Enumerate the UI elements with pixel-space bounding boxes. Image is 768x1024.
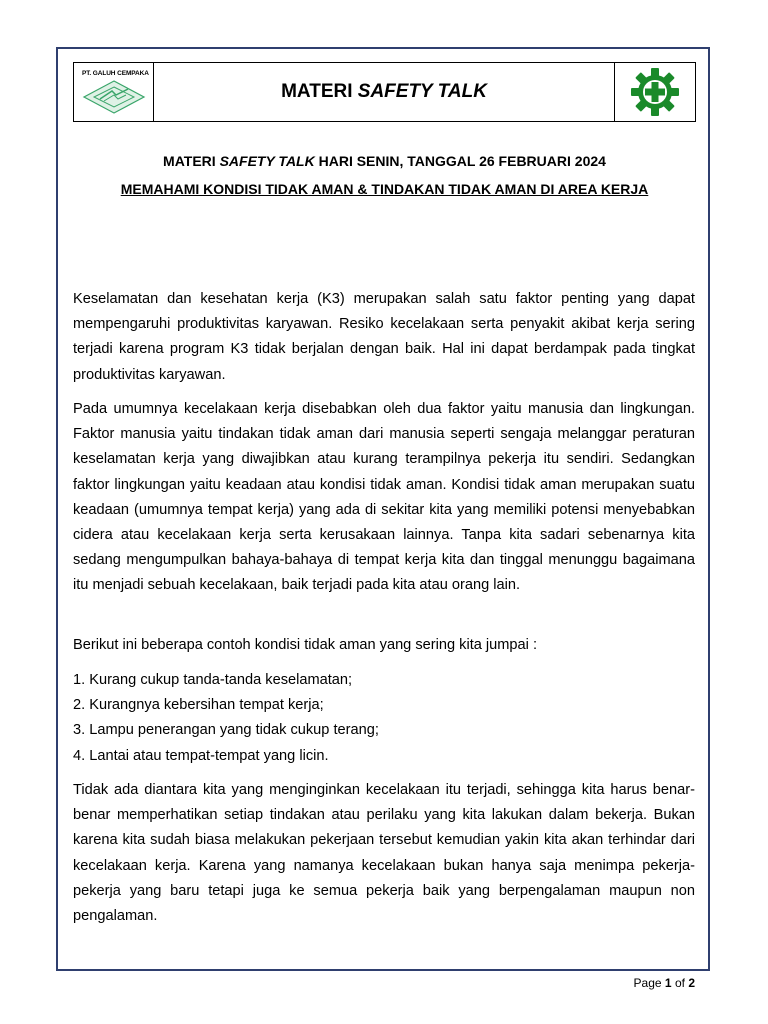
doc-title-italic: SAFETY TALK [219, 153, 315, 169]
paragraph-text: Pada umumnya kecelakaan kerja disebabkan oleh dua faktor yaitu manusia dan lingkungan. Faktor manusia yaitu tindakan tidak aman dari manusia seperti sengaja melanggar peraturan keselamatan kerja yang diwajibkan atau kurang terampilnya pekerja itu sendiri. Sedangkan faktor lingkungan yaitu keadaan atau kondisi tidak aman. Kondisi tidak aman merupakan suatu keadaan (umumnya tempat kerja) yang ada di sekitar kita yang memiliki potensi menyebabkan cidera atau kecelakaan kerja serta kerusakaan lainnya. Tanpa kita sadari sebenarnya kita sedang mengumpulkan bahaya-bahaya di tempat kerja kita dan tinggal menunggu bagaimana itu menjadi sebuah kecelakaan, baik terjadi pada kita atau orang lain. [73, 401, 695, 594]
paragraph-3 [73, 633, 695, 658]
paragraph-4 [73, 778, 695, 929]
page-current: 1 [664, 976, 672, 990]
k3-logo-cell [615, 63, 695, 121]
page-total: 2 [688, 976, 695, 990]
header-title-italic: SAFETY TALK [357, 81, 487, 102]
doc-subject-title: MEMAHAMI KONDISI TIDAK AMAN & TINDAKAN TIDAK AMAN DI AREA KERJA [120, 181, 649, 197]
paragraph-2 [73, 397, 695, 599]
header-table [73, 62, 696, 122]
doc-title-suffix: HARI SENIN, TANGGAL 26 FEBRUARI 2024 [318, 153, 606, 169]
doc-title-prefix: MATERI [163, 153, 216, 169]
k3-gear-cross-icon [630, 67, 680, 117]
list-item: 1. Kurang cukup tanda-tanda keselamatan; [73, 672, 353, 688]
paragraph-text: Berikut ini beberapa contoh kondisi tidak aman yang sering kita jumpai : [73, 637, 538, 653]
header-title-prefix: MATERI [281, 81, 353, 102]
company-logo-cell [74, 63, 154, 121]
page-number [634, 976, 695, 990]
paragraph-text: Keselamatan dan kesehatan kerja (K3) merupakan salah satu faktor penting yang dapat mempengaruhi produktivitas karyawan. Resiko kecelakaan serta penyakit akibat kerja sering terjadi karena program K3 tidak berjalan dengan baik. Hal ini dapat berdampak pada tingkat produktivitas karyawan. [73, 291, 695, 383]
company-logo-icon [82, 79, 146, 115]
paragraph-1 [73, 287, 695, 388]
of-word: of [674, 976, 685, 990]
paragraph-text: Tidak ada diantara kita yang menginginkan kecelakaan itu terjadi, sehingga kita harus benar-benar memperhatikan setiap tindakan atau perilaku yang kita lakukan dalam bekerja. Bukan karena kita sudah biasa melakukan pekerjaan tersebut kemudian yakin kita akan terhindar dari kecelakaan kerja. Karena yang namanya kecelakaan bukan hanya saja menimpa pekerja-pekerja yang baru tetapi juga ke semua pekerja baik yang berpengalaman maupun non pengalaman. [73, 782, 695, 925]
list-item: 4. Lantai atau tempat-tempat yang licin. [73, 747, 329, 764]
doc-title-date [73, 153, 696, 169]
list-item: 2. Kurangnya kebersihan tempat kerja; [73, 697, 324, 714]
header-title [154, 63, 615, 121]
company-name: PT. GALUH CEMPAKA [82, 70, 149, 77]
list-item: 3. Lampu penerangan yang tidak cukup terang; [73, 722, 379, 739]
unsafe-conditions-list [73, 668, 695, 769]
page-word: Page [633, 976, 662, 990]
